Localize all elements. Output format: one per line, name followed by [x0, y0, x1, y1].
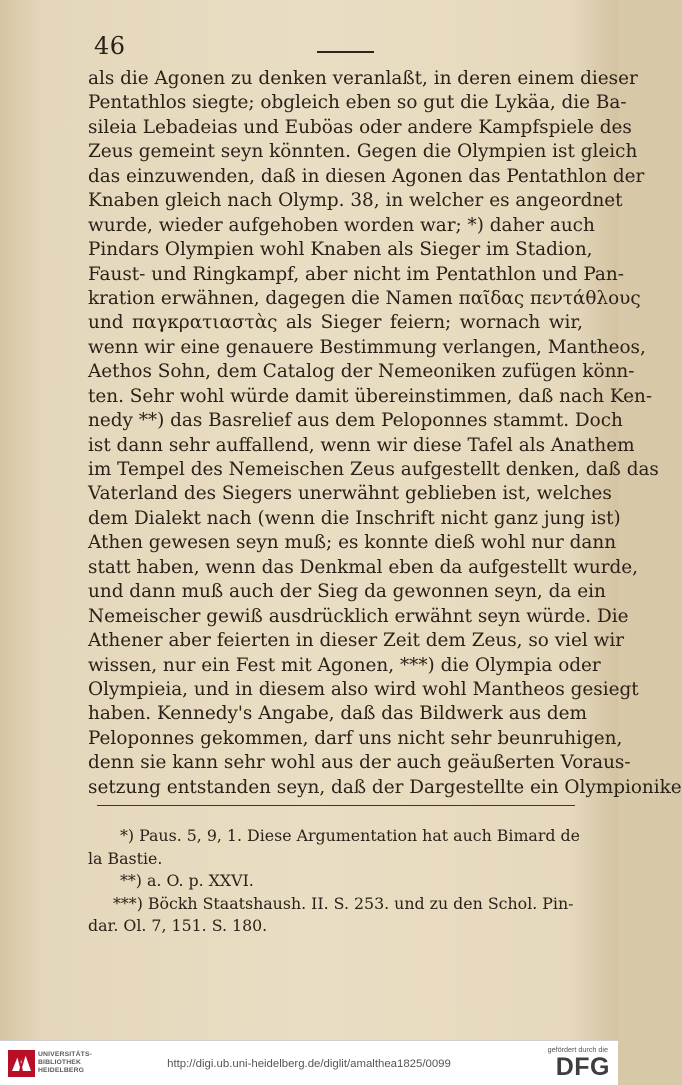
- main-text-line: Pindars Olympien wohl Knaben als Sieger im Stadion,: [88, 239, 593, 261]
- university-library-logo-icon: [8, 1050, 35, 1077]
- main-text-line: Athen gewesen seyn muß; es konnte dieß wohl nur dann: [88, 532, 617, 554]
- main-text-line: nedy **) das Basrelief aus dem Peloponnes stammt. Doch: [88, 410, 623, 432]
- footnote-line: la Bastie.: [88, 848, 163, 868]
- main-text-line: Olympieia, und in diesem also wird wohl Mantheos gesiegt: [88, 678, 639, 700]
- main-text-line: im Tempel des Nemeischen Zeus aufgestellt denken, daß das: [88, 459, 659, 480]
- main-text-line: statt haben, wenn das Denkmal eben da aufgestellt wurde,: [88, 556, 639, 578]
- main-text-line: ist dann sehr auffallend, wenn wir diese Tafel als Anathem: [88, 434, 635, 456]
- main-text-line: setzung entstanden seyn, daß der Dargestellte ein Olympionike: [88, 776, 682, 798]
- digitization-footer: [0, 1040, 618, 1085]
- main-text-line: wenn wir eine genauere Bestimmung verlangen, Mantheos,: [88, 336, 646, 358]
- main-text-line: und dann muß auch der Sieg da gewonnen seyn, da ein: [88, 581, 606, 603]
- main-text-line: wissen, nur ein Fest mit Agonen, ***) die Olympia oder: [88, 654, 601, 676]
- page-number: 46: [94, 32, 126, 60]
- digital-copy-url[interactable]: http://digi.ub.uni-heidelberg.de/diglit/amalthea1825/0099: [167, 1058, 451, 1070]
- library-name-line: UNIVERSITÄTS-: [38, 1051, 93, 1058]
- main-text-line: als die Agonen zu denken veranlaßt, in deren einem dieser: [88, 68, 638, 89]
- main-text-line: Faust- und Ringkampf, aber nicht im Pentathlon und Pan-: [88, 263, 624, 285]
- footnote-line: ***) Böckh Staatshaush. II. S. 253. und zu den Schol. Pin-: [113, 893, 574, 913]
- main-text-line: Athener aber feierten in dieser Zeit dem Zeus, so viel wir: [88, 630, 624, 652]
- main-text-line: ten. Sehr wohl würde damit übereinstimmen, daß nach Ken-: [88, 385, 653, 407]
- main-text-line: Pentathlos siegte; obgleich eben so gut die Lykäa, die Ba-: [88, 92, 627, 114]
- main-text-line: sileia Lebadeias und Euböas oder andere Kampfspiele des: [88, 116, 632, 138]
- funded-by-text: gefördert durch die: [547, 1045, 608, 1054]
- main-text-line: wurde, wieder aufgehoben worden war; *) daher auch: [88, 214, 595, 236]
- main-text-line: das einzuwenden, daß in diesen Agonen das Pentathlon der: [88, 165, 645, 187]
- main-text-line: und παγκρατιαστὰς als Sieger feiern; wornach wir,: [88, 312, 583, 334]
- footnote-line: dar. Ol. 7, 151. S. 180.: [88, 916, 268, 935]
- main-text-line: Peloponnes gekommen, darf uns nicht sehr beunruhigen,: [88, 727, 623, 749]
- main-text-line: Aethos Sohn, dem Catalog der Nemeoniken zufügen könn-: [88, 361, 635, 383]
- main-text-line: Knaben gleich nach Olymp. 38, in welcher es angeordnet: [88, 190, 623, 212]
- main-text-line: denn sie kann sehr wohl aus der auch geäußerten Voraus-: [88, 752, 631, 774]
- main-text-line: Zeus gemeint seyn könnten. Gegen die Olympien ist gleich: [88, 141, 638, 163]
- header-rule: [317, 51, 374, 53]
- main-text-line: Nemeischer gewiß ausdrücklich erwähnt seyn würde. Die: [88, 605, 629, 627]
- footnote-line: **) a. O. p. XXVI.: [120, 871, 254, 890]
- dfg-logo: DFG: [555, 1053, 610, 1081]
- library-name: [38, 1051, 148, 1075]
- main-text-block: [88, 67, 682, 800]
- main-text-line: Vaterland des Siegers unerwähnt geblieben ist, welches: [88, 483, 612, 505]
- main-text-line: kration erwähnen, dagegen die Namen παῖδας πεντάθλους: [88, 287, 641, 309]
- footnote-rule: [97, 805, 575, 806]
- library-name-line: BIBLIOTHEK: [38, 1059, 82, 1066]
- main-text-line: haben. Kennedy's Angabe, daß das Bildwerk aus dem: [88, 703, 587, 725]
- footnotes-block: [88, 825, 583, 938]
- main-text-line: dem Dialekt nach (wenn die Inschrift nicht ganz jung ist): [88, 507, 621, 529]
- footnote-line: *) Paus. 5, 9, 1. Diese Argumentation hat auch Bimard de: [120, 826, 580, 845]
- library-name-line: HEIDELBERG: [38, 1067, 85, 1074]
